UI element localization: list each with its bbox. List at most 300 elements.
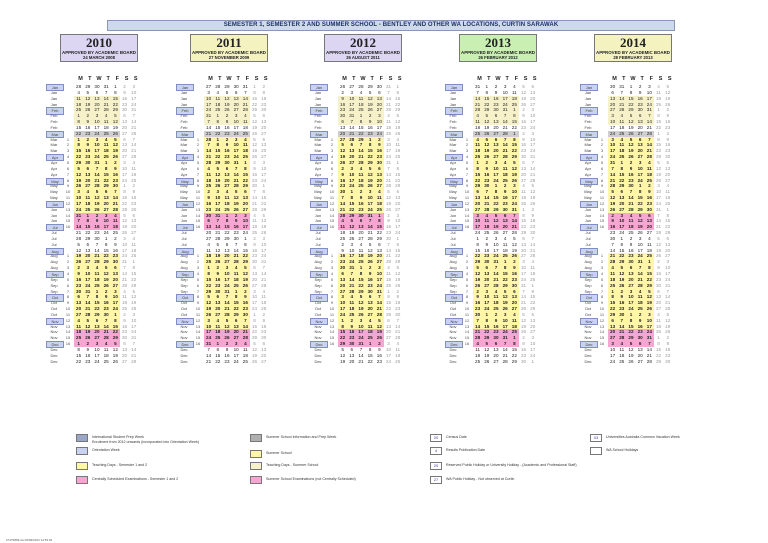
calendar-day: 30 xyxy=(530,230,536,236)
calendar-day: 14 xyxy=(501,119,510,125)
calendar-day: 5 xyxy=(491,213,500,219)
calendar-day: 21 xyxy=(502,124,508,130)
week-number: 1 xyxy=(330,253,334,259)
week-number: 7 xyxy=(330,288,334,294)
calendar-day: 24 xyxy=(131,329,137,335)
month-label: Oct xyxy=(584,306,592,312)
calendar-day: 2 xyxy=(608,213,617,219)
month-label: Sep xyxy=(180,288,188,294)
calendar-day: 5 xyxy=(253,341,256,347)
month-label: Oct xyxy=(180,306,188,312)
month-label: Aug xyxy=(580,248,598,255)
approval-date: 26 AUGUST 2011 xyxy=(346,55,380,60)
calendar-day: 1 xyxy=(657,130,660,136)
calendar-day: 28 xyxy=(645,131,654,137)
calendar-day: 25 xyxy=(241,154,250,160)
calendar-day: 10 xyxy=(83,271,92,277)
calendar-day: 10 xyxy=(530,113,536,119)
month-label: Mar xyxy=(50,142,58,148)
week-number: 7 xyxy=(600,171,604,177)
calendar-day: 12 xyxy=(74,172,83,178)
calendar-day: 23 xyxy=(83,131,92,137)
calendar-day: 22 xyxy=(501,277,510,283)
week-number: 6 xyxy=(600,282,604,288)
month-label: Apr xyxy=(449,165,457,171)
calendar-day: 8 xyxy=(657,113,660,119)
calendar-day: 3 xyxy=(531,335,534,341)
calendar-day: 29 xyxy=(213,160,222,166)
year-title: 2014 xyxy=(620,35,646,50)
calendar-day: 1 xyxy=(232,289,241,295)
calendar-day: 23 xyxy=(520,124,527,130)
calendar-day: 2 xyxy=(262,84,265,89)
calendar-day: 17 xyxy=(204,102,213,108)
calendar-day: 1 xyxy=(338,318,347,324)
calendar-day: 7 xyxy=(387,241,390,247)
calendar-day: 20 xyxy=(213,306,222,312)
calendar-day: 22 xyxy=(395,101,401,107)
calendar-day: 25 xyxy=(655,101,662,107)
calendar-day: 29 xyxy=(74,160,83,166)
month-label: Apr xyxy=(46,154,64,161)
calendar-day: 1 xyxy=(531,282,534,288)
calendar-day: 4 xyxy=(510,312,519,318)
calendar-day: 7 xyxy=(204,119,213,125)
calendar-day: 30 xyxy=(83,160,92,166)
month-label: Dec xyxy=(584,352,592,358)
calendar-day: 30 xyxy=(102,312,111,318)
calendar-day: 30 xyxy=(473,312,482,318)
calendar-day: 20 xyxy=(530,323,536,329)
year-title: 2011 xyxy=(216,35,242,50)
calendar-day: 14 xyxy=(94,247,100,253)
calendar-day: 2 xyxy=(83,113,92,119)
calendar-day: 7 xyxy=(232,166,241,172)
week-number: 11 xyxy=(464,311,470,317)
month-label: Aug xyxy=(314,253,322,259)
calendar-day: 25 xyxy=(121,306,128,312)
calendar-day: 5 xyxy=(522,84,525,89)
calendar-day: 19 xyxy=(375,329,384,335)
calendar-day: 9 xyxy=(102,294,111,300)
calendar-day: 14 xyxy=(473,96,482,102)
calendar-day: 20 xyxy=(375,178,384,184)
calendar-day: 26 xyxy=(111,131,120,137)
month-label: Nov xyxy=(176,318,194,325)
calendar-day: 7 xyxy=(531,159,534,165)
calendar-day: 20 xyxy=(92,102,101,108)
calendar-day: 20 xyxy=(665,171,671,177)
week-number: 6 xyxy=(600,165,604,171)
calendar-day: 7 xyxy=(501,341,510,347)
calendar-day: 13 xyxy=(111,271,120,277)
calendar-day: 4 xyxy=(216,89,220,95)
weekday-label: W xyxy=(360,76,366,82)
calendar-day: 24 xyxy=(482,306,491,312)
calendar-day: 27 xyxy=(655,306,662,312)
month-label: May xyxy=(50,189,58,195)
calendar-day: 26 xyxy=(493,230,499,236)
calendar-day: 17 xyxy=(347,178,356,184)
month-label: Feb xyxy=(176,107,194,114)
calendar-day: 28 xyxy=(111,207,120,213)
calendar-day: 1 xyxy=(501,259,510,265)
calendar-day: 10 xyxy=(395,218,401,224)
calendar-day: 26 xyxy=(473,283,482,289)
week-number: 1 xyxy=(196,253,200,259)
calendar-day: 14 xyxy=(102,324,111,330)
calendar-day: 4 xyxy=(473,137,482,143)
calendar-day: 14 xyxy=(131,119,137,125)
month-label: Feb xyxy=(584,113,592,119)
calendar-day: 19 xyxy=(655,247,662,253)
calendar-day: 11 xyxy=(356,96,365,102)
calendar-day: 28 xyxy=(608,259,617,265)
calendar-day: 6 xyxy=(204,218,213,224)
calendar-day: 14 xyxy=(617,324,626,330)
calendar-day: 13 xyxy=(645,218,654,224)
calendar-day: 18 xyxy=(510,96,519,102)
calendar-day: 17 xyxy=(473,224,482,230)
month-label: Aug xyxy=(180,259,188,265)
calendar-day: 25 xyxy=(213,335,222,341)
week-number: 15 xyxy=(599,218,605,224)
calendar-day: 20 xyxy=(347,154,356,160)
calendar-day: 5 xyxy=(666,84,669,89)
calendar-day: 15 xyxy=(102,172,111,178)
calendar-day: 10 xyxy=(233,346,239,352)
calendar-day: 5 xyxy=(368,241,372,247)
calendar-day: 19 xyxy=(665,95,671,101)
calendar-day: 28 xyxy=(655,230,662,236)
calendar-day: 1 xyxy=(485,84,489,89)
calendar-day: 28 xyxy=(204,160,213,166)
calendar-day: 12 xyxy=(482,142,491,148)
calendar-day: 7 xyxy=(531,235,534,241)
month-label: Jun xyxy=(180,212,188,218)
calendar-day: 26 xyxy=(637,230,643,236)
calendar-day: 21 xyxy=(510,224,519,230)
calendar-day: 29 xyxy=(338,341,347,347)
calendar-day: 12 xyxy=(121,218,128,224)
calendar-day: 3 xyxy=(666,259,669,265)
calendar-day: 25 xyxy=(340,235,346,241)
week-number: 13 xyxy=(464,206,470,212)
calendar-day: 14 xyxy=(251,195,258,201)
calendar-day: 23 xyxy=(530,224,536,230)
calendar-day: 30 xyxy=(501,207,510,213)
calendar-day: 30 xyxy=(338,113,347,119)
calendar-day: 25 xyxy=(655,329,662,335)
calendar-day: 25 xyxy=(251,230,258,236)
calendar-day: 26 xyxy=(111,154,120,160)
calendar-day: 12 xyxy=(83,96,92,102)
calendar-day: 19 xyxy=(366,253,375,259)
calendar-day: 19 xyxy=(484,124,490,130)
calendar-day: 18 xyxy=(655,95,662,101)
calendar-day: 4 xyxy=(513,84,516,89)
calendar-day: 23 xyxy=(482,178,491,184)
calendar-day: 22 xyxy=(74,154,83,160)
calendar-day: 10 xyxy=(530,136,536,142)
calendar-day: 12 xyxy=(83,324,92,330)
calendar-day: 21 xyxy=(131,124,137,130)
calendar-day: 18 xyxy=(645,172,654,178)
calendar-day: 16 xyxy=(241,300,250,306)
calendar-day: 13 xyxy=(121,346,128,352)
calendar-day: 7 xyxy=(356,142,365,148)
calendar-day: 1 xyxy=(510,107,519,113)
calendar-day: 15 xyxy=(473,172,482,178)
weekday-label: F xyxy=(115,76,120,82)
calendar-day: 10 xyxy=(530,341,536,347)
month-label: Feb xyxy=(50,124,58,130)
calendar-day: 4 xyxy=(666,183,669,189)
calendar-day: 11 xyxy=(386,271,391,276)
calendar-day: 4 xyxy=(648,235,651,241)
legend-label: Teaching Days - Semester 1 and 2 xyxy=(92,463,148,467)
legend-swatch: 20 xyxy=(430,462,442,470)
month-label: Jul xyxy=(315,241,321,247)
calendar-day: 29 xyxy=(251,107,258,113)
weekday-label: S xyxy=(388,76,393,82)
calendar-day: 27 xyxy=(338,289,347,295)
week-number: 4 xyxy=(465,271,469,276)
calendar-day: 20 xyxy=(510,300,519,306)
calendar-day: 20 xyxy=(261,352,267,358)
calendar-day: 22 xyxy=(85,230,91,236)
calendar-day: 5 xyxy=(92,189,101,195)
month-label: Oct xyxy=(50,311,58,317)
calendar-day: 12 xyxy=(665,89,671,95)
calendar-day: 12 xyxy=(511,241,517,247)
calendar-day: 27 xyxy=(520,253,527,259)
calendar-day: 7 xyxy=(645,113,654,119)
month-label: Dec xyxy=(50,352,58,358)
calendar-day: 13 xyxy=(222,172,231,178)
calendar-day: 31 xyxy=(347,113,356,119)
calendar-day: 27 xyxy=(375,183,384,189)
calendar-day: 14 xyxy=(131,346,137,352)
calendar-day: 23 xyxy=(617,306,626,312)
calendar-day: 10 xyxy=(385,346,392,352)
calendar-day: 16 xyxy=(121,323,128,329)
calendar-day: 18 xyxy=(385,276,392,282)
calendar-day: 10 xyxy=(121,165,128,171)
calendar-day: 8 xyxy=(666,212,669,218)
calendar-day: 23 xyxy=(385,230,392,236)
calendar-day: 31 xyxy=(501,107,510,113)
month-label: Nov xyxy=(50,323,58,329)
calendar-day: 25 xyxy=(501,253,510,259)
week-number: 16 xyxy=(464,224,470,230)
week-number: 5 xyxy=(66,276,70,282)
calendar-day: 25 xyxy=(112,230,118,236)
calendar-day: 24 xyxy=(242,230,248,236)
calendar-day: 20 xyxy=(251,276,258,282)
calendar-day: 5 xyxy=(86,89,90,95)
week-number: 9 xyxy=(66,300,70,306)
calendar-day: 23 xyxy=(261,101,267,107)
calendar-day: 5 xyxy=(338,142,347,148)
calendar-day: 27 xyxy=(530,101,536,107)
month-label: Nov xyxy=(180,335,188,341)
calendar-day: 18 xyxy=(242,124,248,130)
calendar-day: 25 xyxy=(103,358,109,364)
calendar-day: 23 xyxy=(338,183,347,189)
calendar-day: 17 xyxy=(121,171,128,177)
calendar-day: 6 xyxy=(482,265,491,271)
calendar-day: 14 xyxy=(92,172,101,178)
calendar-day: 18 xyxy=(204,178,213,184)
calendar-day: 3 xyxy=(232,341,241,347)
week-number: 8 xyxy=(600,294,604,300)
week-number: 16 xyxy=(599,224,605,230)
calendar-day: 8 xyxy=(347,195,356,201)
calendar-day: 11 xyxy=(665,189,671,195)
calendar-day: 14 xyxy=(482,195,491,201)
calendar-day: 16 xyxy=(251,247,258,253)
month-label: Jul xyxy=(181,241,187,247)
calendar-day: 27 xyxy=(375,259,384,265)
calendar-day: 17 xyxy=(482,300,491,306)
calendar-day: 13 xyxy=(520,241,527,247)
week-number: 15 xyxy=(329,218,335,224)
calendar-day: 13 xyxy=(376,247,382,253)
month-label: Jun xyxy=(445,201,463,208)
month-label: Apr xyxy=(314,165,322,171)
calendar-day: 22 xyxy=(121,200,128,206)
calendar-day: 15 xyxy=(347,201,356,207)
calendar-day: 29 xyxy=(241,259,250,265)
calendar-day: 27 xyxy=(222,183,231,189)
calendar-day: 3 xyxy=(494,235,498,241)
calendar-day: 7 xyxy=(645,341,654,347)
calendar-day: 29 xyxy=(131,282,137,288)
month-label: Sep xyxy=(46,271,64,278)
calendar-day: 13 xyxy=(491,119,500,125)
calendar-day: 19 xyxy=(131,300,137,306)
calendar-day: 25 xyxy=(131,253,137,259)
calendar-day: 7 xyxy=(501,137,510,143)
calendar-day: 11 xyxy=(131,241,137,247)
weekday-label: T xyxy=(622,76,626,82)
calendar-day: 23 xyxy=(376,358,382,364)
calendar-day: 25 xyxy=(204,183,213,189)
month-label: Jul xyxy=(450,235,456,241)
calendar-day: 28 xyxy=(511,230,517,236)
calendar-day: 3 xyxy=(626,289,635,295)
calendar-day: 2 xyxy=(74,265,83,271)
calendar-day: 29 xyxy=(655,154,662,160)
calendar-day: 21 xyxy=(76,230,82,236)
calendar-day: 21 xyxy=(665,300,671,306)
calendar-day: 31 xyxy=(655,206,662,212)
calendar-day: 17 xyxy=(213,201,222,207)
week-number: 3 xyxy=(196,148,200,154)
calendar-day: 23 xyxy=(366,283,375,289)
calendar-day: 20 xyxy=(222,253,231,259)
calendar-day: 13 xyxy=(204,224,213,230)
calendar-day: 1 xyxy=(74,137,83,143)
calendar-day: 4 xyxy=(356,166,365,172)
calendar-day: 2 xyxy=(396,288,399,294)
calendar-day: 4 xyxy=(359,89,363,95)
month-label: Mar xyxy=(46,131,64,138)
year-header-2010 xyxy=(60,34,138,62)
calendar-day: 29 xyxy=(617,183,626,189)
month-label: May xyxy=(314,189,322,195)
calendar-day: 14 xyxy=(74,224,83,230)
calendar-day: 22 xyxy=(530,300,536,306)
week-number: 10 xyxy=(329,189,335,195)
calendar-day: 28 xyxy=(491,283,500,289)
month-label: Nov xyxy=(180,323,188,329)
calendar-day: 24 xyxy=(636,253,645,259)
calendar-day: 12 xyxy=(385,195,392,201)
calendar-day: 25 xyxy=(366,335,375,341)
month-label: Apr xyxy=(584,159,592,165)
calendar-day: 11 xyxy=(521,189,526,195)
month-label: Apr xyxy=(50,171,58,177)
calendar-day: 11 xyxy=(122,294,127,300)
month-label: Aug xyxy=(50,259,58,265)
week-number: 4 xyxy=(330,154,334,160)
calendar-day: 18 xyxy=(385,124,392,130)
month-label: Nov xyxy=(180,329,188,335)
month-label: Feb xyxy=(584,124,592,130)
year-title: 2012 xyxy=(350,35,376,50)
calendar-day: 12 xyxy=(530,189,536,195)
week-number: 1 xyxy=(330,136,334,142)
calendar-day: 10 xyxy=(473,218,482,224)
calendar-day: 28 xyxy=(646,358,652,364)
calendar-day: 15 xyxy=(242,247,248,253)
weekday-label: W xyxy=(226,76,232,82)
calendar-day: 12 xyxy=(222,324,231,330)
calendar-day: 8 xyxy=(485,89,489,95)
week-number: 1 xyxy=(66,253,70,259)
calendar-day: 4 xyxy=(617,137,626,143)
calendar-day: 23 xyxy=(665,148,671,154)
calendar-day: 19 xyxy=(628,352,634,358)
calendar-day: 7 xyxy=(104,89,108,95)
calendar-day: 27 xyxy=(102,207,111,213)
calendar-day: 26 xyxy=(251,130,258,136)
calendar-day: 1 xyxy=(123,183,126,189)
month-label: Jul xyxy=(51,241,57,247)
calendar-day: 2 xyxy=(666,130,669,136)
month-label: Sep xyxy=(584,276,592,282)
calendar-day: 27 xyxy=(502,230,508,236)
weekday-header xyxy=(475,76,539,82)
calendar-day: 25 xyxy=(608,283,617,289)
calendar-day: 1 xyxy=(74,341,83,347)
calendar-day: 16 xyxy=(510,271,519,277)
week-number: 9 xyxy=(330,183,334,189)
calendar-day: 4 xyxy=(213,318,222,324)
calendar-day: 24 xyxy=(204,107,213,113)
calendar-day: 31 xyxy=(645,107,654,113)
calendar-day: 16 xyxy=(375,148,384,154)
calendar-day: 11 xyxy=(102,119,111,125)
calendar-day: 12 xyxy=(232,195,241,201)
month-label: Nov xyxy=(314,335,322,341)
calendar-day: 6 xyxy=(102,189,111,195)
calendar-day: 28 xyxy=(92,259,101,265)
calendar-day: 8 xyxy=(213,142,222,148)
calendar-day: 16 xyxy=(131,195,137,201)
